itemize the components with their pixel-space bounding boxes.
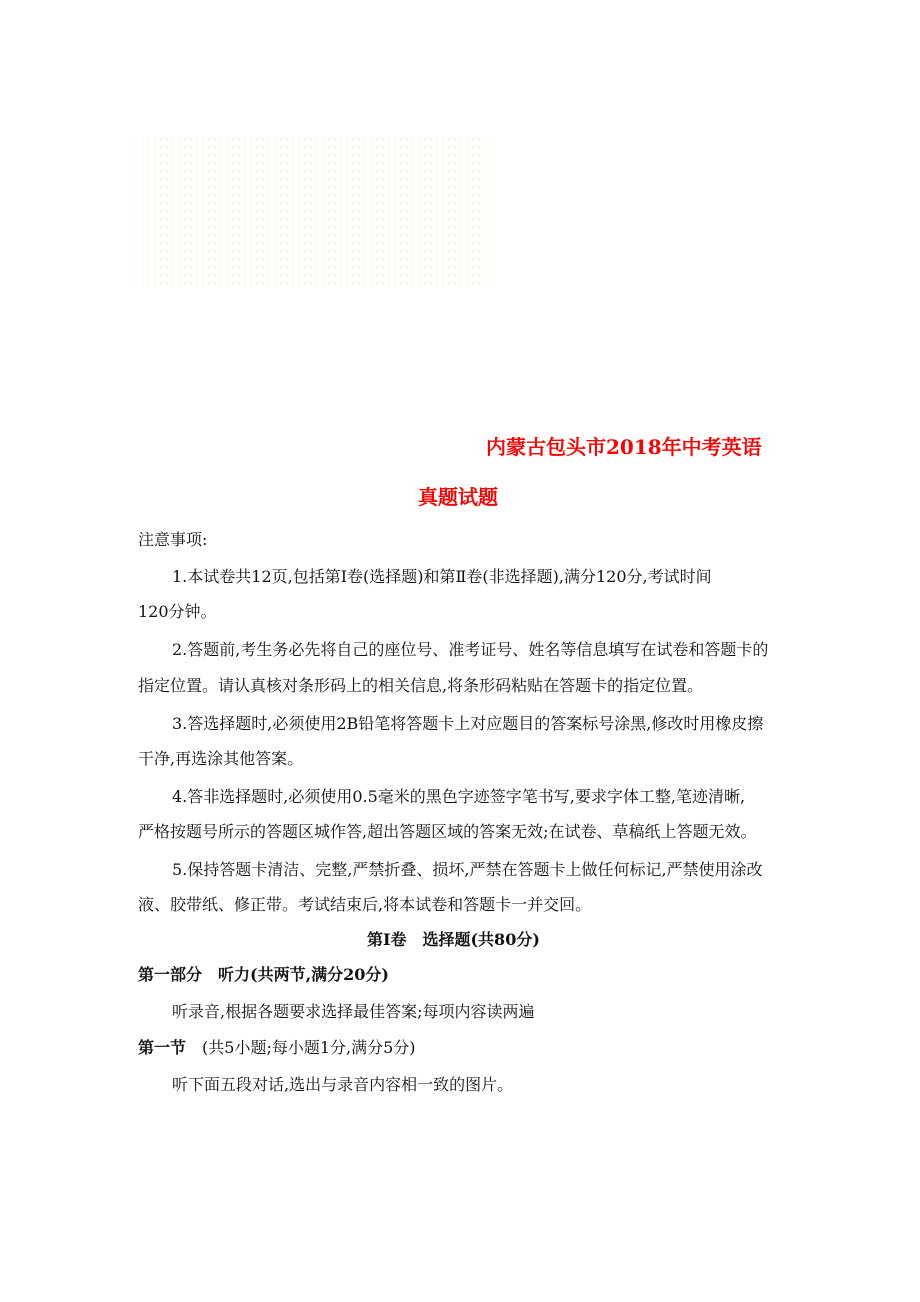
notice-line: 5.保持答题卡清洁、完整,严禁折叠、损坏,严禁在答题卡上做任何标记,严禁使用涂改 [172,860,763,879]
notice-heading: 注意事项: [138,530,208,549]
notice-line: 4.答非选择题时,必须使用0.5毫米的黑色字迹签字笔书写,要求字体工整,笔迹清晰, [172,787,746,806]
part1-heading: 第一部分 听力(共两节,满分20分) [138,965,389,984]
sec1-label: 第一节 [138,1038,187,1057]
title-line-2: 真题试题 [418,485,498,509]
title-line-1: 内蒙古包头市2018年中考英语 [486,435,762,459]
notice-line: 1.本试卷共12页,包括第Ⅰ卷(选择题)和第Ⅱ卷(非选择题),满分120分,考试时间 [172,567,712,586]
sec1-info: (共5小题;每小题1分,满分5分) [202,1038,416,1057]
notice-line: 指定位置。请认真核对条形码上的相关信息,将条形码粘贴在答题卡的指定位置。 [138,676,704,695]
notice-line: 严格按题号所示的答题区城作答,超出答题区域的答案无效;在试卷、草稿纸上答题无效。 [138,822,757,841]
notice-line: 干净,再选涂其他答案。 [138,749,304,768]
notice-line: 2.答题前,考生务必先将自己的座位号、准考证号、姓名等信息填写在试卷和答题卡的 [172,640,769,659]
part1-instruction: 听录音,根据各题要求选择最佳答案;每项内容读两遍 [172,1002,535,1021]
section-title: 第Ⅰ卷 选择题(共80分) [367,930,540,949]
watermark [140,135,490,285]
notice-line: 3.答选择题时,必须使用2B铅笔将答题卡上对应题目的答案标号涂黑,修改时用橡皮擦 [172,714,764,733]
notice-line: 液、胶带纸、修正带。考试结束后,将本试卷和答题卡一并交回。 [138,895,592,914]
sec1-instruction: 听下面五段对话,选出与录音内容相一致的图片。 [172,1075,514,1094]
notice-line: 120分钟。 [138,602,217,621]
sec1-line [138,1038,416,1058]
